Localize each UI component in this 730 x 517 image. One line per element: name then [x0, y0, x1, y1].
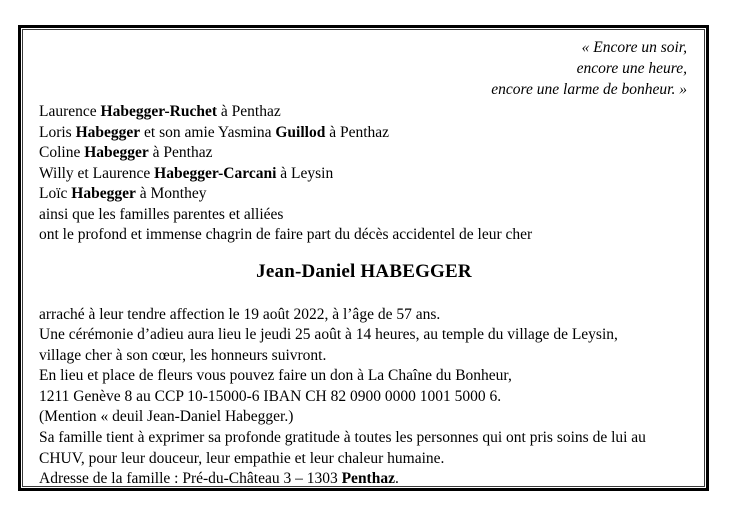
- body-text-line: (Mention « deuil Jean-Daniel Habegger.): [39, 408, 294, 426]
- body-text-line: CHUV, pour leur douceur, leur empathie et leur chaleur humaine.: [39, 449, 445, 467]
- body-text-line: 1211 Genève 8 au CCP 10-15000-6 IBAN CH 82 0900 0000 1001 5000 6.: [39, 387, 502, 405]
- body-text-line: Une cérémonie d’adieu aura lieu le jeudi 25 août à 14 heures, au temple du village de Leysin,: [39, 326, 618, 344]
- family-intro-line: Laurence Habegger-Ruchet à Penthaz: [39, 103, 281, 120]
- family-intro-line: ont le profond et immense chagrin de faire part du décès accidentel de leur cher: [39, 226, 533, 243]
- family-intro-line: Loris Habegger et son amie Yasmina Guillod à Penthaz: [39, 123, 390, 141]
- notice-inner-frame: [22, 29, 705, 487]
- notice-outer-frame: [18, 25, 709, 491]
- body-text-line: Sa famille tient à exprimer sa profonde gratitude à toutes les personnes qui ont pris soins de lui au: [39, 429, 646, 447]
- body-text-line: En lieu et place de fleurs vous pouvez faire un don à La Chaîne du Bonheur,: [39, 367, 512, 385]
- family-intro-line: Coline Habegger à Penthaz: [39, 144, 213, 161]
- epigraph-line: encore une heure,: [576, 60, 687, 77]
- body-text-line: village cher à son cœur, les honneurs suivront.: [39, 346, 327, 364]
- epigraph-line: « Encore un soir,: [581, 39, 687, 56]
- body-text-line: arraché à leur tendre affection le 19 août 2022, à l’âge de 57 ans.: [39, 305, 441, 323]
- family-intro-line: ainsi que les familles parentes et alliées: [39, 205, 284, 223]
- deceased-name-heading: Jean-Daniel HABEGGER: [256, 260, 472, 282]
- family-intro-list: [39, 102, 689, 246]
- epigraph-quote: [39, 37, 689, 100]
- epigraph-line: encore une larme de bonheur. »: [491, 81, 687, 98]
- family-intro-line: Willy et Laurence Habegger-Carcani à Leysin: [39, 164, 334, 182]
- body-text-line: Adresse de la famille : Pré-du-Château 3 – 1303 Penthaz.: [39, 470, 399, 487]
- notice-body-text: [39, 305, 689, 488]
- family-intro-line: Loïc Habegger à Monthey: [39, 185, 207, 202]
